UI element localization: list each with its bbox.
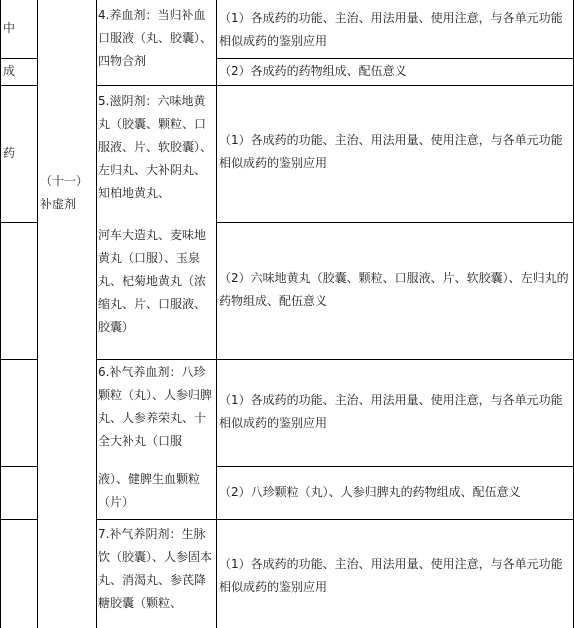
row-divider (96, 85, 574, 86)
formula-text: 液）、健脾生血颗粒（片） (98, 472, 201, 509)
column-divider (37, 0, 38, 628)
row-divider (0, 58, 37, 59)
column-divider (216, 0, 217, 628)
column-divider (96, 0, 97, 628)
row-divider (96, 519, 574, 520)
formula-text: 河车大造丸、麦味地黄丸（口服）、玉泉丸、杞菊地黄丸（浓缩丸、片、口服液、胶囊） (98, 228, 207, 334)
row-divider (0, 222, 37, 223)
requirement-text: （2）六味地黄丸（胶囊、颗粒、口服液、片、软胶囊）、左归丸的药物组成、配伍意义 (219, 271, 569, 308)
category-char: 成 (3, 64, 16, 78)
row-divider (0, 519, 37, 520)
group-label: （十一）补虚剂 (40, 174, 89, 211)
formula-text: 6.补气养血剂：八珍颗粒（丸）、人参归脾丸、人参养荣丸、十全大补丸（口服 (98, 365, 213, 448)
category-char: 药 (3, 146, 16, 160)
requirement-text: （1）各成药的功能、主治、用法用量、使用注意，与各单元功能相似成药的鉴别应用 (219, 133, 563, 170)
requirement-text: （2）八珍颗粒（丸）、人参归脾丸的药物组成、配伍意义 (219, 485, 521, 499)
requirement-text: （1）各成药的功能、主治、用法用量、使用注意，与各单元功能相似成药的鉴别应用 (219, 393, 563, 430)
formula-text: 4.养血剂：当归补血口服液（丸、胶囊）、四物合剂 (98, 8, 213, 68)
row-divider (0, 85, 37, 86)
formula-text: 5.滋阴剂：六味地黄丸（胶囊、颗粒、口服液、片、软胶囊）、左归丸、大补阴丸、知柏地黄丸、 (98, 94, 213, 200)
table-border-left (0, 0, 1, 628)
requirement-text: （2）各成药的药物组成、配伍意义 (219, 64, 407, 78)
row-divider (96, 359, 574, 360)
requirement-text: （1）各成药的功能、主治、用法用量、使用注意，与各单元功能相似成药的鉴别应用 (219, 11, 563, 48)
row-divider (0, 466, 37, 467)
row-divider (216, 222, 574, 223)
row-divider (216, 58, 574, 59)
requirement-text: （1）各成药的功能、主治、用法用量、使用注意，与各单元功能相似成药的鉴别应用 (219, 557, 563, 594)
row-divider (0, 359, 37, 360)
formula-text: 7.补气养阴剂：生脉饮（胶囊）、人参固本丸、消渴丸、参芪降糖胶囊（颗粒、 (98, 527, 213, 610)
category-char: 中 (3, 21, 16, 35)
row-divider (216, 466, 574, 467)
